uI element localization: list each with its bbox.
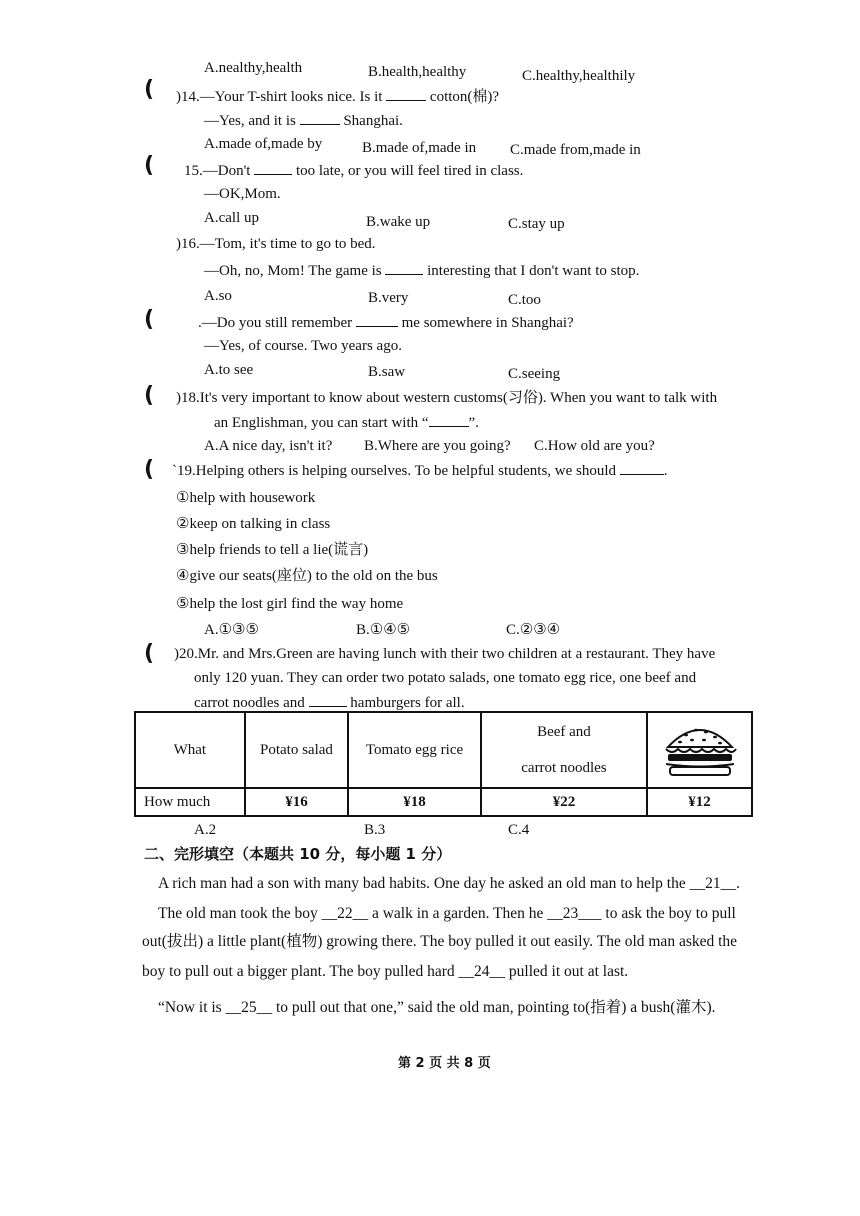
- q20-blank: [309, 692, 347, 707]
- price-tomato-egg-rice: ¥18: [348, 788, 481, 816]
- q17-blank: [356, 312, 398, 327]
- q14-number: )14.: [176, 89, 200, 105]
- q16-stem-text: —Tom, it's time to go to bed.: [199, 236, 376, 252]
- q14-reply: [204, 110, 403, 131]
- price-table-header-tomato-egg-rice: Tomato egg rice: [348, 712, 481, 788]
- q18-stem-c: ”.: [468, 415, 479, 431]
- q18-stem: [176, 388, 717, 408]
- price-table-header-hamburger: [647, 712, 752, 788]
- q16-stem: [176, 234, 376, 254]
- section2-title: 二、完形填空（本题共 10 分，每小题 1 分）: [144, 845, 452, 863]
- q15-stem-b: too late, or you will feel tired in class.: [295, 163, 524, 179]
- cloze-paragraph-line4: boy to pull out a bigger plant. The boy pulled hard __24__ pulled it out at last.: [142, 963, 629, 980]
- q13-option-c: C.healthy,healthily: [522, 68, 636, 84]
- q15-number: 15.: [184, 163, 203, 179]
- q14-stem-a: —Your T-shirt looks nice. Is it: [199, 89, 383, 105]
- q16-reply: [204, 260, 639, 281]
- q20-stem-line3: [194, 692, 465, 713]
- q14-stem-b: cotton(棉)?: [429, 89, 500, 105]
- q20-line3-b: hamburgers for all.: [350, 695, 465, 711]
- q16-blank: [385, 260, 423, 275]
- price-hamburger: ¥12: [647, 788, 752, 816]
- q18-number: )18.: [176, 390, 200, 406]
- q16-option-b: B.very: [368, 290, 409, 306]
- q16-reply-b: interesting that I don't want to stop.: [427, 263, 640, 279]
- hamburger-icon: [660, 717, 740, 779]
- q14-reply-a: —Yes, and it is: [204, 113, 296, 129]
- price-table-header-potato-salad: Potato salad: [245, 712, 349, 788]
- q18-answer-paren: (: [144, 383, 155, 408]
- q19-stem: [172, 460, 668, 481]
- q14-blank-2: [300, 110, 340, 125]
- price-potato-salad: ¥16: [245, 788, 349, 816]
- q20-stem-line1: [174, 644, 715, 664]
- q20-answer-paren: (: [144, 641, 155, 666]
- price-beef-noodles: ¥22: [481, 788, 647, 816]
- q20-option-a: A.2: [194, 822, 217, 838]
- q15-blank: [254, 160, 292, 175]
- q19-item-2: ②keep on talking in class: [176, 516, 331, 532]
- q17-stem-a: —Do you still remember: [201, 315, 353, 331]
- q15-answer-paren: (: [144, 153, 155, 178]
- q17-option-a: A.to see: [204, 362, 254, 378]
- q14-option-c: C.made from,made in: [510, 142, 641, 158]
- q18-blank: [429, 412, 469, 427]
- q19-blank: [620, 460, 664, 475]
- price-table-header-beef-noodles: [481, 712, 647, 788]
- q14-option-b: B.made of,made in: [362, 140, 477, 156]
- price-table-row-label: How much: [135, 788, 245, 816]
- q13-option-b: B.health,healthy: [368, 64, 467, 80]
- q19-option-c: C.②③④: [506, 622, 561, 638]
- q19-stem-text: Helping others is helping ourselves. To be helpful students, we should: [195, 463, 617, 479]
- q17-stem-b: me somewhere in Shanghai?: [401, 315, 574, 331]
- q16-option-a: A.so: [204, 288, 232, 304]
- q19-answer-paren: (: [144, 457, 155, 482]
- q17-reply: —Yes, of course. Two years ago.: [204, 338, 402, 354]
- q17-option-b: B.saw: [368, 364, 406, 380]
- q18-option-b: B.Where are you going?: [364, 438, 511, 454]
- q20-option-c: C.4: [508, 822, 530, 838]
- q15-option-a: A.call up: [204, 210, 259, 226]
- price-table-header-row: [135, 712, 752, 788]
- q14-stem: [176, 86, 499, 107]
- q14-option-a: A.made of,made by: [204, 136, 323, 152]
- q15-reply: —OK,Mom.: [204, 186, 281, 202]
- q13-option-a: A.nealthy,health: [204, 60, 303, 76]
- q19-item-3: ③help friends to tell a lie(谎言): [176, 542, 369, 558]
- q19-item-1: ①help with housework: [176, 490, 316, 506]
- q19-stem-end: .: [663, 463, 668, 479]
- q19-number: `19.: [172, 463, 196, 479]
- q15-option-b: B.wake up: [366, 214, 431, 230]
- q16-reply-a: —Oh, no, Mom! The game is: [204, 263, 382, 279]
- q20-stem-line2: only 120 yuan. They can order two potato salads, one tomato egg rice, one beef and: [194, 670, 697, 686]
- q18-stem-a: It's very important to know about western customs(习俗). When you want to talk with: [199, 390, 718, 406]
- q14-reply-b: Shanghai.: [343, 113, 403, 129]
- cloze-paragraph-line3: out(拔出) a little plant(植物) growing there. The boy pulled it out easily. The old man asked the: [142, 933, 738, 950]
- cloze-paragraph-line1: A rich man had a son with many bad habits. One day he asked an old man to help the __21__.: [158, 875, 740, 892]
- q19-option-a: A.①③⑤: [204, 622, 259, 638]
- q17-number: .: [198, 315, 202, 331]
- q20-line1-text: Mr. and Mrs.Green are having lunch with their two children at a restaurant. They have: [197, 646, 716, 662]
- q14-blank-1: [386, 86, 426, 101]
- q17-answer-paren: (: [144, 307, 155, 332]
- price-table-header-what: What: [135, 712, 245, 788]
- q15-stem-a: —Don't: [202, 163, 251, 179]
- q15-stem: [184, 160, 523, 181]
- q17-option-c: C.seeing: [508, 366, 561, 382]
- page-number: 第 2 页 共 8 页: [398, 1056, 491, 1071]
- q16-option-c: C.too: [508, 292, 541, 308]
- q19-option-b: B.①④⑤: [356, 622, 411, 638]
- q16-number: )16.: [176, 236, 200, 252]
- q18-stem-b: an Englishman, you can start with “: [214, 415, 429, 431]
- q20-number: )20.: [174, 646, 198, 662]
- q18-option-c: C.How old are you?: [534, 438, 655, 454]
- beef-noodles-line1: Beef and: [537, 724, 591, 740]
- q18-option-a: A.A nice day, isn't it?: [204, 438, 333, 454]
- price-table: [134, 711, 753, 817]
- cloze-paragraph-line2: The old man took the boy __22__ a walk in a garden. Then he __23___ to ask the boy to pull: [158, 905, 736, 922]
- q15-option-c: C.stay up: [508, 216, 565, 232]
- q20-line3-a: carrot noodles and: [194, 695, 305, 711]
- q20-option-b: B.3: [364, 822, 386, 838]
- q19-item-5: ⑤help the lost girl find the way home: [176, 596, 404, 612]
- q18-stem-line2: [214, 412, 479, 433]
- beef-noodles-line2: carrot noodles: [521, 760, 607, 776]
- q17-stem: [198, 312, 574, 333]
- price-table-price-row: [135, 788, 752, 816]
- q14-answer-paren: (: [144, 77, 155, 102]
- cloze-paragraph-line5: “Now it is __25__ to pull out that one,” said the old man, pointing to(指着) a bush(灌木).: [158, 999, 716, 1016]
- q19-item-4: ④give our seats(座位) to the old on the bus: [176, 568, 438, 584]
